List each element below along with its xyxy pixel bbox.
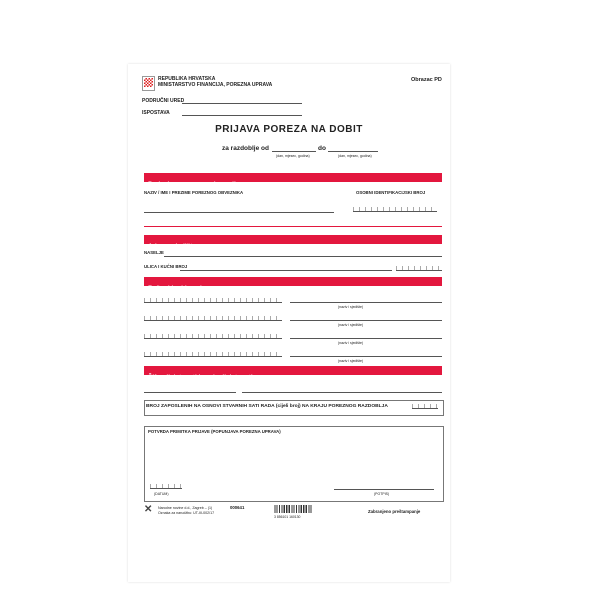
receipt-date-field[interactable] xyxy=(150,484,182,489)
form-code: Obrazac PD xyxy=(411,77,442,83)
taxpayer-name-field[interactable] xyxy=(144,212,334,213)
banks-section-header xyxy=(144,277,442,292)
address-section-header xyxy=(144,235,442,250)
oib-label: OSOBNI IDENTIFIKACIJSKI BROJ xyxy=(356,190,426,195)
office-field[interactable] xyxy=(182,103,302,104)
period-to-hint: (dan, mjesec, godina) xyxy=(338,154,372,158)
ministry-label: MINISTARSTVO FINANCIJA, POREZNA UPRAVA xyxy=(158,82,273,88)
place-field[interactable] xyxy=(164,256,442,257)
receipt-label: POTVRDA PRIMITKA PRIJAVE (POPUNJAVA POREZNA UPRAVA) xyxy=(148,429,281,434)
barcode-icon xyxy=(274,505,312,513)
period-to-field[interactable] xyxy=(328,151,378,152)
banks-heading: Računi kod banaka xyxy=(148,285,208,292)
form-number: 000641 xyxy=(230,505,245,510)
oib-field[interactable] xyxy=(353,207,437,212)
period-from-field[interactable] xyxy=(272,151,316,152)
bank-name-4-hint: (naziv i sjedište) xyxy=(338,359,364,363)
receipt-box xyxy=(144,426,444,502)
country-label: REPUBLIKA HRVATSKA xyxy=(158,76,216,82)
form-title: PRIJAVA POREZA NA DOBIT xyxy=(215,124,363,135)
employees-count-field[interactable] xyxy=(412,404,438,409)
branch-field[interactable] xyxy=(182,115,302,116)
bank-account-3-field[interactable] xyxy=(144,334,282,339)
publisher-logo-icon: ✕ xyxy=(144,504,153,515)
bank-name-1-hint: (naziv i sjedište) xyxy=(338,305,364,309)
taxpayer-name-label: NAZIV / IME I PREZIME POREZNOG OBVEZNIKA xyxy=(144,190,244,195)
period-from-label: za razdoblje od xyxy=(222,145,269,152)
bank-name-3-field[interactable] xyxy=(290,338,442,339)
address-heading: Adresa sjedišta xyxy=(148,243,197,250)
period-from-hint: (dan, mjesec, godina) xyxy=(276,154,310,158)
street-label: ULICA I KUĆNI BROJ xyxy=(144,264,188,269)
coat-of-arms-icon xyxy=(142,76,155,91)
street-field[interactable] xyxy=(180,270,392,271)
office-label: PODRUČNI URED xyxy=(142,98,185,104)
bank-name-1-field[interactable] xyxy=(290,302,442,303)
bank-name-2-field[interactable] xyxy=(290,320,442,321)
barcode-digits: 3 856101 160130 xyxy=(274,515,301,519)
publisher-label: Narodne novine d.d., Zagreb – (1) xyxy=(158,506,213,510)
period-to-label: do xyxy=(318,145,326,152)
reprint-notice: Zabranjeno preštampanje xyxy=(368,509,421,514)
bank-account-2-field[interactable] xyxy=(144,316,282,321)
receipt-signature-field[interactable] xyxy=(334,489,434,490)
floor-field[interactable] xyxy=(396,266,442,271)
bank-account-1-field[interactable] xyxy=(144,298,282,303)
activity-section-header xyxy=(144,366,442,381)
activity-heading: Šifra djelatnosti i naziv djelatnosti xyxy=(148,374,253,381)
place-label: NASELJE xyxy=(144,250,164,255)
receipt-signature-hint: (POTPIS) xyxy=(374,492,390,496)
taxpayer-section-rule xyxy=(144,226,442,227)
activity-code-field[interactable] xyxy=(144,392,236,393)
branch-label: ISPOSTAVA xyxy=(142,110,170,116)
order-number: Oznaka za narudžbu: UT-III-002/17 xyxy=(158,511,215,515)
form-sheet xyxy=(128,64,450,582)
bank-name-2-hint: (naziv i sjedište) xyxy=(338,323,364,327)
bank-account-4-field[interactable] xyxy=(144,352,282,357)
taxpayer-heading: Podaci o poreznom obvezniku xyxy=(148,181,242,188)
bank-name-3-hint: (naziv i sjedište) xyxy=(338,341,364,345)
activity-name-field[interactable] xyxy=(242,392,442,393)
bank-name-4-field[interactable] xyxy=(290,356,442,357)
employees-label: BROJ ZAPOSLENIH NA OSNOVI STVARNIH SATI RADA (cijeli broj) NA KRAJU POREZNOG RAZDOBLJA xyxy=(146,404,388,409)
receipt-date-hint: (DATUM) xyxy=(154,492,169,496)
taxpayer-section-header xyxy=(144,173,442,188)
